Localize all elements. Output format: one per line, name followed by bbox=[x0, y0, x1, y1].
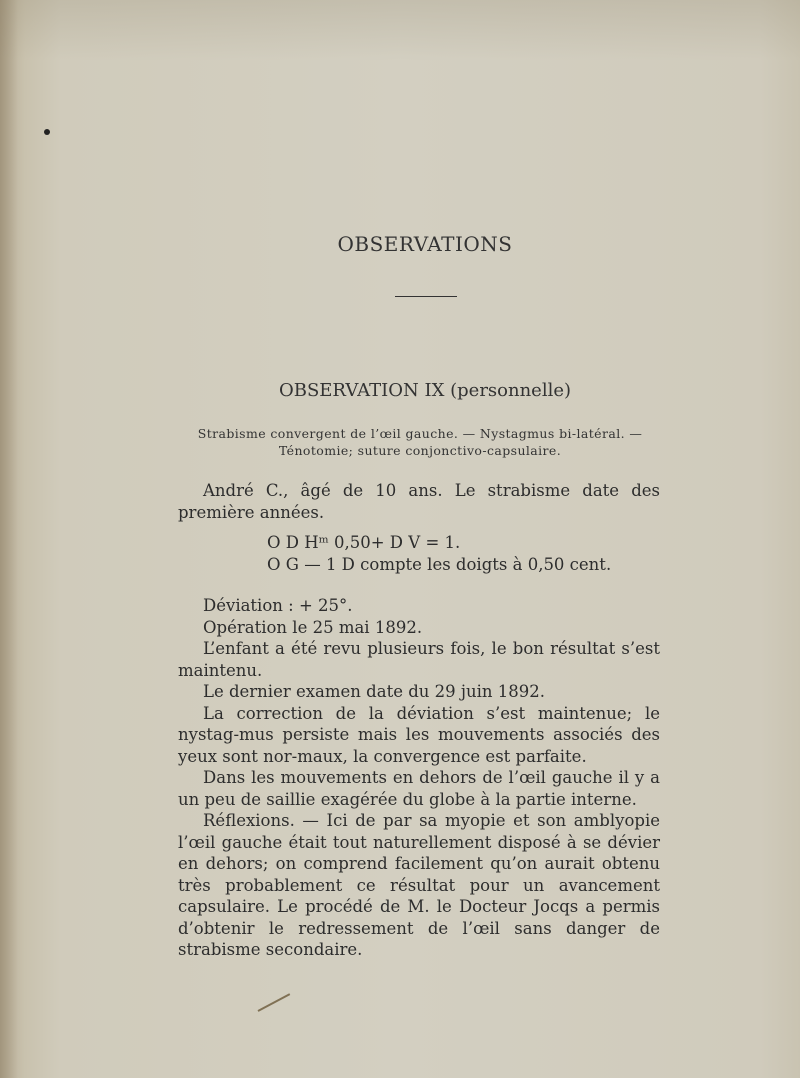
paragraph-movements: Dans les mouvements en dehors de l’œil gauche il y a un peu de saillie exagérée du globe à la partie interne. bbox=[178, 768, 660, 809]
summary-line: Strabisme convergent de l’œil gauche. — Nystagmus bi-latéral. — bbox=[197, 426, 643, 441]
paper-shading bbox=[0, 0, 800, 60]
ink-speck bbox=[44, 129, 50, 135]
paragraph-last-exam: Le dernier examen date du 29 juin 1892. bbox=[203, 682, 546, 701]
paragraph-reflexions: Réflexions. — Ici de par sa myopie et son amblyopie l’œil gauche était tout naturellement disposé à se dévier en dehors; on comprend facilement qu’on aurait obtenu très probablement ce résultat pour un avancement capsulaire. Le procédé de M. le Docteur Jocqs a permis d’obtenir le redressement de l’œil sans danger de strabisme secondaire. bbox=[178, 811, 660, 959]
paragraph-correction: La correction de la déviation s’est maintenue; le nystag-mus persiste mais les mouvements associés des yeux sont nor-maux, la convergence est parfaite. bbox=[178, 703, 660, 766]
observation-summary bbox=[180, 425, 660, 459]
paragraph-operation: Opération le 25 mai 1892. bbox=[203, 617, 423, 637]
paragraph-patient: André C., âgé de 10 ans. Le strabisme date des première années. bbox=[178, 481, 660, 522]
pencil-mark bbox=[258, 993, 291, 1012]
paragraph-deviation: Déviation : + 25°. bbox=[203, 596, 353, 615]
observation-title: OBSERVATION IX (personnelle) bbox=[278, 380, 572, 401]
measurement-od: O D Hᵐ 0,50+ D V = 1. bbox=[267, 533, 461, 552]
observation-body bbox=[178, 480, 660, 961]
title-rule bbox=[395, 296, 457, 297]
paper-edge bbox=[0, 0, 18, 1078]
section-title: OBSERVATIONS bbox=[337, 232, 513, 256]
measurement-og: O G — 1 D compte les doigts à 0,50 cent. bbox=[267, 554, 612, 574]
paragraph-followup: L’enfant a été revu plusieurs fois, le bon résultat s’est maintenu. bbox=[178, 639, 660, 680]
summary-line: Ténotomie; suture conjonctivo-capsulaire. bbox=[278, 443, 562, 458]
